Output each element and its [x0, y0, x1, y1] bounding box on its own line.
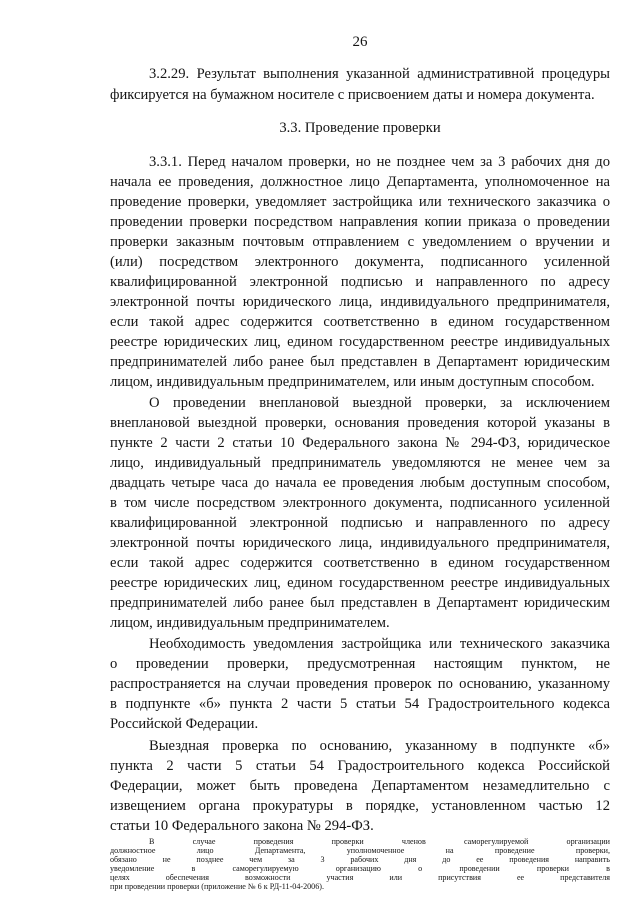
text-line: проверки заказным почтовым отправлением с уведомлением о вручении и — [110, 234, 610, 250]
text-line: О проведении внеплановой выездной проверки, за исключением — [149, 395, 610, 411]
text-line: обязано не позднее чем за 3 рабочих дня до ее проведения направить — [110, 855, 610, 864]
text-line: предпринимателей либо ранее был представлен в Департамент юридическим — [110, 595, 610, 611]
text-line: двадцать четыре часа до начала ее проведения любым доступным способом, — [110, 475, 610, 491]
text-line: квалифицированной электронной подписью и направленного по адресу — [110, 515, 610, 531]
section-heading: 3.3. Проведение проверки — [279, 120, 441, 136]
text-line: (или) посредством электронного документа, подписанного усиленной — [110, 254, 610, 270]
text-line: Выездная проверка по основанию, указанному в подпункте «б» — [149, 738, 610, 754]
text-line: Российской Федерации. — [110, 716, 259, 732]
text-line: лицом, индивидуальным предпринимателем. — [110, 615, 390, 631]
document-page — [110, 0, 610, 905]
text-line: 3.3.1. Перед началом проверки, но не позднее чем за 3 рабочих дня до — [149, 154, 610, 170]
text-line: распространяется на случаи проведения проверок по основанию, указанному — [110, 676, 610, 692]
text-line: уведомление в саморегулируемую организацию о проведении проверки в — [110, 864, 610, 873]
text-line: 3.2.29. Результат выполнения указанной административной процедуры — [149, 66, 610, 82]
text-line: лицом, индивидуальным предпринимателем, или иным доступным способом. — [110, 374, 595, 390]
text-line: электронной почты юридического лица, индивидуального предпринимателя, — [110, 535, 610, 551]
text-line: если такой адрес содержится соответственно в едином государственном — [110, 555, 610, 571]
text-line: начала ее проведения, должностное лицо Департамента, уполномоченное на — [110, 174, 610, 190]
text-line: пункта 2 части 5 статьи 54 Градостроительного кодекса Российской — [110, 758, 610, 774]
text-line: проведении проверки посредством направления копии приказа о проведении — [110, 214, 610, 230]
text-line: в том числе посредством электронного документа, подписанного усиленной — [110, 495, 610, 511]
text-line: Необходимость уведомления застройщика или технического заказчика — [149, 636, 610, 652]
text-line: целях обеспечения возможности участия или присутствия ее представителя — [110, 873, 610, 882]
text-line: извещением органа прокуратуры в порядке, установленном частью 12 — [110, 798, 610, 814]
text-line: В случае проведения проверки членов саморегулируемой организации — [149, 837, 610, 846]
text-line: проведение проверки, уведомляет застройщика или технического заказчика о — [110, 194, 610, 210]
text-line: должностное лицо Департамента, уполномоченное на проведение проверки, — [110, 846, 610, 855]
text-line: если такой адрес содержится соответственно в едином государственном — [110, 314, 610, 330]
text-line: лицо, индивидуальный предприниматель уведомляются не менее чем за — [110, 455, 610, 471]
text-line: внеплановой выездной проверки, основания проведения которой указаны в — [110, 415, 610, 431]
text-line: реестре юридических лиц, едином государственном реестре индивидуальных — [110, 575, 610, 591]
text-line: в подпункте «б» пункта 2 части 5 статьи 54 Градостроительного кодекса — [110, 696, 610, 712]
text-line: при проведении проверки (приложение № 6 к РД-11-04-2006). — [110, 882, 324, 891]
text-line: фиксируется на бумажном носителе с присвоением даты и номера документа. — [110, 87, 595, 103]
text-line: предпринимателей либо ранее был представлен в Департамент юридическим — [110, 354, 610, 370]
page-number: 26 — [352, 34, 368, 50]
text-line: электронной почты юридического лица, индивидуального предпринимателя, — [110, 294, 610, 310]
text-line: реестре юридических лиц, едином государственном реестре индивидуальных — [110, 334, 610, 350]
text-line: пункте 2 части 2 статьи 10 Федерального закона № 294-ФЗ, юридическое — [110, 435, 610, 451]
text-line: статьи 10 Федерального закона № 294-ФЗ. — [110, 818, 374, 834]
text-line: Федерации, может быть проведена Департаментом незамедлительно с — [110, 778, 610, 794]
text-line: квалифицированной электронной подписью и направленного по адресу — [110, 274, 610, 290]
text-line: о проведении проверки, предусмотренная настоящим пунктом, не — [110, 656, 610, 672]
